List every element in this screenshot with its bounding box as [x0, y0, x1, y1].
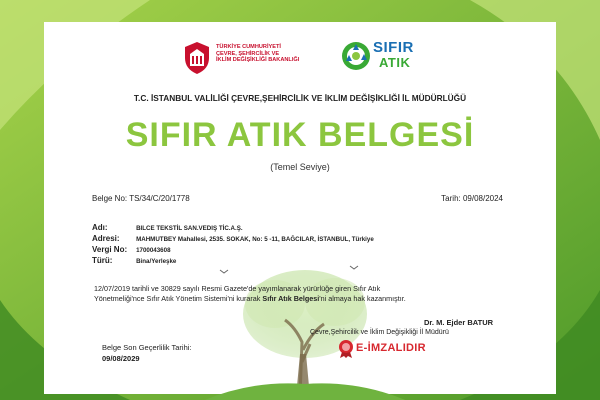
directorate-name: T.C. İSTANBUL VALİLİĞİ ÇEVRE,ŞEHİRCİLİK VE İKLİM DEĞİŞİKLİĞİ İL MÜDÜRLÜĞÜ [133, 93, 467, 103]
validity-date: 09/08/2029 [102, 354, 140, 363]
tax-label: Vergi No: [92, 245, 128, 254]
type-label: Türü: [92, 256, 113, 265]
tax-value: 1700043608 [136, 247, 171, 254]
name-value: BILCE TEKSTİL SAN.VEDIŞ TİC.A.Ş. [136, 225, 243, 232]
name-label: Adı: [92, 223, 108, 232]
info-row-name [92, 222, 374, 233]
address-value: MAHMUTBEY Mahallesi, 2535. SOKAK, No: 5 -11, BAĞCILAR, İSTANBUL, Türkiye [136, 236, 374, 243]
statement-line-2-pre: Yönetmeliği'nce Sıfır Atık Yönetim Sistemi'ni kurarak [94, 294, 263, 303]
statement-line-2 [94, 294, 514, 304]
ministry-emblem-icon [182, 40, 212, 76]
ministry-line-1: TÜRKİYE CUMHURİYETİ [216, 44, 281, 50]
e-signature-label: E-İMZALIDIR [356, 342, 426, 354]
info-row-tax [92, 244, 374, 255]
certificate-level: (Temel Seviye) [270, 162, 330, 172]
zero-waste-logo-subtitle: ATIK [379, 55, 411, 70]
seal-icon [336, 339, 356, 359]
zero-waste-logo-icon [340, 40, 372, 72]
statement-line-1: 12/07/2019 tarihli ve 30829 sayılı Resmi Gazete'de yayımlanarak yürürlüğe giren Sıfır Atık [94, 284, 381, 293]
ministry-line-3: İKLİM DEĞİŞİKLİĞİ BAKANLIĞI [216, 57, 300, 64]
certificate-date: Tarih: 09/08/2024 [441, 194, 503, 203]
zero-waste-logo-title: SIFIR [373, 39, 414, 56]
signer-name: Dr. M. Ejder BATUR [424, 318, 494, 327]
statement-line-2-post: 'ni almaya hak kazanmıştır. [319, 294, 406, 303]
holder-info [92, 222, 374, 266]
certificate-number: Belge No: TS/34/C/20/1778 [92, 194, 190, 203]
ministry-line-2: ÇEVRE, ŞEHİRCİLİK VE [216, 50, 280, 57]
signer-title: Çevre,Şehircilik ve İklim Değişikliği İl Müdürü [310, 329, 449, 336]
statement-line-2-bold: Sıfır Atık Belgesi [262, 294, 320, 303]
certificate-title: SIFIR ATIK BELGESİ [125, 116, 475, 154]
address-label: Adresi: [92, 234, 120, 243]
certificate-statement [94, 284, 514, 304]
validity-label: Belge Son Geçerlilik Tarihi: [102, 343, 192, 352]
ministry-name [216, 44, 299, 64]
type-value: Bina/Yerleşke [136, 258, 177, 265]
info-row-address [92, 233, 374, 244]
